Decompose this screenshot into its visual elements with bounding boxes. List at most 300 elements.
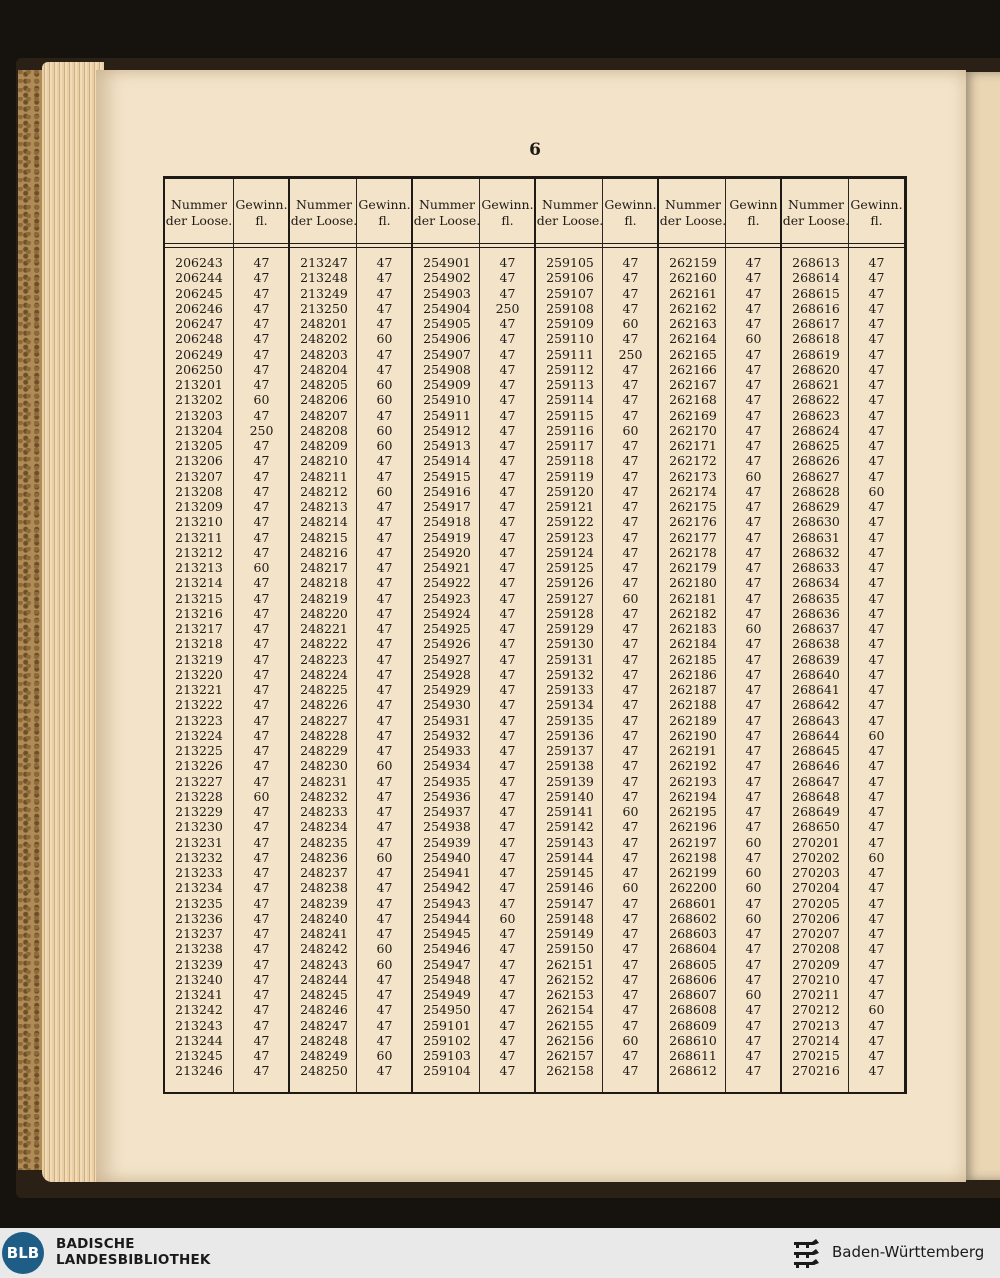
ticket-number: 213209: [175, 499, 223, 514]
ticket-number: 254902: [423, 270, 471, 286]
ticket-number: 262187: [669, 682, 717, 697]
ticket-number: 248204: [300, 361, 348, 377]
prize-amount: 47: [376, 407, 393, 423]
ticket-number: 262182: [669, 605, 717, 621]
ticket-number: 213217: [175, 621, 223, 636]
ticket-number: 254926: [423, 636, 471, 652]
ticket-number: 248241: [300, 926, 348, 941]
prize-amount: 47: [253, 910, 270, 926]
ticket-number: 254942: [423, 880, 471, 896]
ticket-number: 268648: [792, 788, 840, 804]
prize-amount: 47: [253, 758, 270, 774]
ticket-number: 259148: [546, 910, 594, 926]
prize-amount: 47: [376, 499, 393, 514]
ticket-number: 268638: [792, 636, 840, 652]
prize-amount: 47: [622, 941, 639, 957]
ticket-number: 259109: [546, 316, 594, 331]
ticket-number: 259105: [546, 255, 594, 270]
ticket-number: 206248: [175, 331, 223, 347]
prize-amount: 47: [499, 316, 516, 331]
ticket-number: 213240: [175, 971, 223, 987]
ticket-number: 213241: [175, 987, 223, 1002]
prize-amount: 60: [868, 727, 885, 743]
prize-amount: 47: [376, 621, 393, 636]
prize-amount: 47: [745, 575, 762, 591]
ticket-number: 254924: [423, 605, 471, 621]
prize-amount: 47: [745, 895, 762, 911]
ticket-number: 259120: [546, 483, 594, 499]
prize-amount: 60: [376, 758, 393, 774]
prize-amount: 47: [622, 285, 639, 301]
ticket-number: 248239: [300, 895, 348, 911]
prize-amount: 47: [376, 971, 393, 987]
header-label: Nummer der Loose.: [165, 197, 233, 228]
prize-amount: 47: [745, 560, 762, 575]
header-label: Gewinn. fl.: [850, 197, 903, 228]
ticket-number: 248208: [300, 422, 348, 438]
prize-amount: 47: [253, 575, 270, 591]
prize-amount: 47: [499, 773, 516, 789]
ticket-number: 268618: [792, 331, 840, 347]
prize-amount: 47: [253, 331, 270, 347]
prize-amount: 60: [376, 377, 393, 392]
prize-amount: 60: [376, 422, 393, 438]
prize-amount: 47: [499, 788, 516, 804]
ticket-number: 268643: [792, 712, 840, 728]
prize-amount: 60: [253, 392, 270, 408]
ticket-number: 254911: [423, 407, 471, 423]
ticket-number: 254948: [423, 971, 471, 987]
ticket-number: 213239: [175, 956, 223, 972]
prize-amount: 47: [376, 575, 393, 591]
ticket-number: 213233: [175, 865, 223, 880]
prize-amount: 47: [868, 987, 885, 1002]
ticket-number: 213245: [175, 1048, 223, 1063]
ticket-number: 268615: [792, 285, 840, 301]
prize-amount: 47: [622, 743, 639, 758]
prize-amount: 47: [499, 712, 516, 728]
prize-amount: 60: [745, 987, 762, 1002]
prize-amount: 47: [745, 361, 762, 377]
header-label: Gewinn. fl.: [358, 197, 411, 228]
ticket-number: 213243: [175, 1017, 223, 1033]
ticket-number: 262158: [546, 1063, 594, 1079]
ticket-number: 262167: [669, 377, 717, 392]
prize-amount: 47: [253, 270, 270, 286]
blb-logo[interactable]: BLB: [2, 1232, 44, 1274]
ticket-number: 259141: [546, 804, 594, 819]
ticket-number: 268644: [792, 727, 840, 743]
prize-amount: 47: [376, 529, 393, 545]
page-number: 6: [529, 140, 541, 160]
prize-amount: 47: [253, 895, 270, 911]
prize-amount: 47: [253, 666, 270, 682]
prize-amount: 47: [622, 712, 639, 728]
ticket-number: 254937: [423, 804, 471, 819]
prize-amount: 47: [745, 285, 762, 301]
ticket-number: 254918: [423, 514, 471, 530]
header-prize: [480, 179, 535, 245]
prize-amount: 47: [253, 255, 270, 270]
prize-amount: 47: [868, 255, 885, 270]
ticket-number: 248230: [300, 758, 348, 774]
ticket-number: 268620: [792, 361, 840, 377]
prize-amount: 47: [253, 544, 270, 560]
ticket-number: 248228: [300, 727, 348, 743]
ticket-number: 248231: [300, 773, 348, 789]
ticket-number: 268606: [669, 971, 717, 987]
prize-amount: 47: [745, 1048, 762, 1063]
ticket-number: 270209: [792, 956, 840, 972]
ticket-number: 268637: [792, 621, 840, 636]
prize-amount: 47: [745, 346, 762, 362]
prize-amount: 47: [499, 895, 516, 911]
ticket-number: 213222: [175, 697, 223, 713]
prize-amount: 47: [253, 468, 270, 484]
ticket-number: 248229: [300, 743, 348, 758]
ticket-number: 268621: [792, 377, 840, 392]
prize-amount: 47: [868, 346, 885, 362]
ticket-number: 268636: [792, 605, 840, 621]
prize-amount: 47: [499, 331, 516, 347]
ticket-number: 254901: [423, 255, 471, 270]
ticket-number: 254903: [423, 285, 471, 301]
ticket-number: 259144: [546, 849, 594, 865]
ticket-number: 262177: [669, 529, 717, 545]
header-label: Nummer der Loose.: [782, 197, 850, 228]
prize-amount: 47: [376, 834, 393, 850]
prize-amount: 47: [622, 407, 639, 423]
prize-amount: 47: [622, 544, 639, 560]
prize-amount: 47: [499, 605, 516, 621]
prize-amount: 47: [499, 483, 516, 499]
ticket-number: 213215: [175, 590, 223, 606]
ticket-number: 213211: [175, 529, 223, 545]
column-cells: [603, 255, 658, 1079]
ticket-number: 254946: [423, 941, 471, 957]
prize-amount: 47: [376, 453, 393, 469]
ticket-number: 213236: [175, 910, 223, 926]
ticket-number: 262153: [546, 987, 594, 1002]
prize-amount: 47: [622, 468, 639, 484]
column-cells: [782, 255, 850, 1079]
prize-amount: 47: [622, 392, 639, 408]
ticket-number: 254944: [423, 910, 471, 926]
ticket-number: 248214: [300, 514, 348, 530]
column-cells: [290, 255, 358, 1079]
prize-amount: 47: [868, 636, 885, 652]
prize-amount: 47: [745, 438, 762, 453]
ticket-number: 254943: [423, 895, 471, 911]
prize-amount: 47: [868, 941, 885, 957]
prize-amount: 47: [622, 987, 639, 1002]
prize-amount: 47: [253, 438, 270, 453]
prize-amount: 47: [622, 1048, 639, 1063]
ticket-number: 248220: [300, 605, 348, 621]
ticket-number: 206244: [175, 270, 223, 286]
ticket-number: 248218: [300, 575, 348, 591]
column-2-number: [288, 179, 358, 1092]
prize-amount: 60: [376, 1048, 393, 1063]
prize-amount: 47: [376, 926, 393, 941]
ticket-number: 270201: [792, 834, 840, 850]
ticket-number: 262174: [669, 483, 717, 499]
ticket-number: 254915: [423, 468, 471, 484]
header-number: [536, 179, 604, 245]
ticket-number: 248213: [300, 499, 348, 514]
prize-amount: 47: [253, 1002, 270, 1018]
header-label: Gewinn fl.: [729, 197, 778, 228]
ticket-number: 270208: [792, 941, 840, 957]
ticket-number: 262186: [669, 666, 717, 682]
prize-amount: 47: [868, 270, 885, 286]
prize-amount: 47: [868, 316, 885, 331]
column-cells: [165, 255, 233, 1079]
ticket-number: 254920: [423, 544, 471, 560]
ticket-number: 254923: [423, 590, 471, 606]
prize-amount: 47: [253, 407, 270, 423]
column-1-prize: [233, 179, 289, 1092]
prize-amount: 47: [745, 1032, 762, 1048]
prize-amount: 47: [622, 331, 639, 347]
viewer-footer: [0, 1228, 1000, 1278]
ticket-number: 254919: [423, 529, 471, 545]
ticket-number: 213237: [175, 926, 223, 941]
header-prize: [603, 179, 658, 245]
prize-amount: 47: [499, 971, 516, 987]
column-2-prize: [356, 179, 412, 1092]
prize-amount: 250: [249, 422, 274, 438]
ticket-number: 259142: [546, 819, 594, 835]
ticket-number: 268602: [669, 910, 717, 926]
state-name[interactable]: Baden-Württemberg: [832, 1243, 985, 1261]
library-name[interactable]: [56, 1236, 211, 1268]
prize-amount: 47: [622, 956, 639, 972]
ticket-number: 270215: [792, 1048, 840, 1063]
ticket-number: 254927: [423, 651, 471, 667]
ticket-number: 262161: [669, 285, 717, 301]
prize-amount: 60: [376, 483, 393, 499]
prize-amount: 47: [376, 697, 393, 713]
prize-amount: 60: [622, 880, 639, 896]
prize-amount: 47: [253, 300, 270, 316]
ticket-number: 254921: [423, 560, 471, 575]
header-number: [165, 179, 233, 245]
ticket-number: 270213: [792, 1017, 840, 1033]
prize-amount: 47: [376, 346, 393, 362]
prize-amount: 47: [253, 1032, 270, 1048]
ticket-number: 248245: [300, 987, 348, 1002]
prize-amount: 47: [622, 1002, 639, 1018]
ticket-number: 213202: [175, 392, 223, 408]
ticket-number: 213218: [175, 636, 223, 652]
prize-amount: 47: [622, 651, 639, 667]
prize-amount: 60: [499, 910, 516, 926]
ticket-number: 254930: [423, 697, 471, 713]
prize-amount: 47: [253, 346, 270, 362]
ticket-number: 262188: [669, 697, 717, 713]
prize-amount: 47: [376, 285, 393, 301]
prize-amount: 47: [376, 590, 393, 606]
prize-amount: 47: [622, 788, 639, 804]
prize-amount: 47: [868, 834, 885, 850]
ticket-number: 268646: [792, 758, 840, 774]
prize-amount: 47: [253, 361, 270, 377]
ticket-number: 254913: [423, 438, 471, 453]
prize-amount: 47: [868, 575, 885, 591]
prize-amount: 60: [376, 849, 393, 865]
prize-amount: 47: [622, 910, 639, 926]
ticket-number: 268632: [792, 544, 840, 560]
ticket-number: 213244: [175, 1032, 223, 1048]
prize-amount: 47: [376, 1002, 393, 1018]
ticket-number: 248222: [300, 636, 348, 652]
prize-amount: 47: [868, 544, 885, 560]
prize-amount: 47: [622, 834, 639, 850]
ticket-number: 248223: [300, 651, 348, 667]
ticket-number: 254906: [423, 331, 471, 347]
prize-amount: 47: [499, 819, 516, 835]
prize-amount: 47: [868, 499, 885, 514]
prize-amount: 47: [499, 636, 516, 652]
prize-amount: 47: [868, 529, 885, 545]
prize-amount: 47: [745, 804, 762, 819]
ticket-number: 254910: [423, 392, 471, 408]
ticket-number: 262199: [669, 865, 717, 880]
prize-amount: 47: [745, 788, 762, 804]
ticket-number: 268647: [792, 773, 840, 789]
prize-amount: 47: [253, 682, 270, 697]
ticket-number: 213214: [175, 575, 223, 591]
ticket-number: 248234: [300, 819, 348, 835]
ticket-number: 262196: [669, 819, 717, 835]
prize-amount: 47: [499, 987, 516, 1002]
prize-amount: 60: [745, 468, 762, 484]
prize-amount: 47: [868, 377, 885, 392]
prize-amount: 60: [745, 880, 762, 896]
prize-amount: 47: [622, 300, 639, 316]
ticket-number: 262189: [669, 712, 717, 728]
prize-amount: 47: [745, 255, 762, 270]
ticket-number: 262194: [669, 788, 717, 804]
ticket-number: 259121: [546, 499, 594, 514]
ticket-number: 213226: [175, 758, 223, 774]
header-number: [413, 179, 481, 245]
column-cells: [357, 255, 412, 1079]
prize-amount: 47: [622, 270, 639, 286]
ticket-number: 268622: [792, 392, 840, 408]
ticket-number: 254945: [423, 926, 471, 941]
column-5-number: [657, 179, 727, 1092]
ticket-number: 248235: [300, 834, 348, 850]
prize-amount: 47: [622, 529, 639, 545]
ticket-number: 213225: [175, 743, 223, 758]
prize-amount: 47: [622, 1017, 639, 1033]
prize-amount: 47: [376, 1063, 393, 1079]
prize-amount: 60: [745, 834, 762, 850]
prize-amount: 47: [868, 560, 885, 575]
prize-amount: 47: [253, 865, 270, 880]
ticket-number: 259115: [546, 407, 594, 423]
prize-amount: 47: [745, 941, 762, 957]
prize-amount: 47: [499, 544, 516, 560]
prize-amount: 47: [745, 316, 762, 331]
ticket-number: 248211: [300, 468, 348, 484]
ticket-number: 259147: [546, 895, 594, 911]
ticket-number: 254931: [423, 712, 471, 728]
prize-amount: 47: [499, 575, 516, 591]
ticket-number: 262168: [669, 392, 717, 408]
ticket-number: 248244: [300, 971, 348, 987]
ticket-number: 254934: [423, 758, 471, 774]
prize-amount: 47: [745, 422, 762, 438]
ticket-number: 248201: [300, 316, 348, 331]
prize-amount: 47: [622, 255, 639, 270]
ticket-number: 213249: [300, 285, 348, 301]
column-cells: [413, 255, 481, 1079]
prize-amount: 47: [499, 346, 516, 362]
ticket-number: 254947: [423, 956, 471, 972]
ticket-number: 259149: [546, 926, 594, 941]
ticket-number: 248236: [300, 849, 348, 865]
prize-amount: 47: [253, 636, 270, 652]
prize-amount: 47: [745, 956, 762, 972]
ticket-number: 259133: [546, 682, 594, 697]
prize-amount: 47: [868, 895, 885, 911]
ticket-number: 206249: [175, 346, 223, 362]
ticket-number: 254912: [423, 422, 471, 438]
ticket-number: 254929: [423, 682, 471, 697]
prize-amount: 47: [622, 438, 639, 453]
prize-amount: 47: [868, 590, 885, 606]
prize-amount: 47: [868, 621, 885, 636]
ticket-number: 248249: [300, 1048, 348, 1063]
ticket-number: 213206: [175, 453, 223, 469]
prize-amount: 47: [499, 956, 516, 972]
prize-amount: 47: [745, 499, 762, 514]
ticket-number: 259104: [423, 1063, 471, 1079]
column-4-number: [534, 179, 604, 1092]
ticket-number: 268607: [669, 987, 717, 1002]
prize-amount: 47: [253, 1017, 270, 1033]
prize-amount: 47: [499, 697, 516, 713]
ticket-number: 262154: [546, 1002, 594, 1018]
column-5-prize: [725, 179, 781, 1092]
ticket-number: 262192: [669, 758, 717, 774]
ticket-number: 259125: [546, 560, 594, 575]
ticket-number: 206246: [175, 300, 223, 316]
ticket-number: 259150: [546, 941, 594, 957]
ticket-number: 213220: [175, 666, 223, 682]
prize-amount: 47: [622, 758, 639, 774]
prize-amount: 47: [376, 804, 393, 819]
ticket-number: 268605: [669, 956, 717, 972]
ticket-number: 262197: [669, 834, 717, 850]
ticket-number: 254908: [423, 361, 471, 377]
prize-amount: 47: [868, 407, 885, 423]
ticket-number: 248212: [300, 483, 348, 499]
prize-amount: 47: [253, 590, 270, 606]
prize-amount: 47: [622, 697, 639, 713]
ticket-number: 268631: [792, 529, 840, 545]
prize-amount: 47: [253, 880, 270, 896]
prize-amount: 60: [745, 910, 762, 926]
prize-amount: 47: [253, 956, 270, 972]
column-cells: [480, 255, 535, 1079]
prize-amount: 47: [868, 605, 885, 621]
ticket-number: 259116: [546, 422, 594, 438]
ticket-number: 213250: [300, 300, 348, 316]
